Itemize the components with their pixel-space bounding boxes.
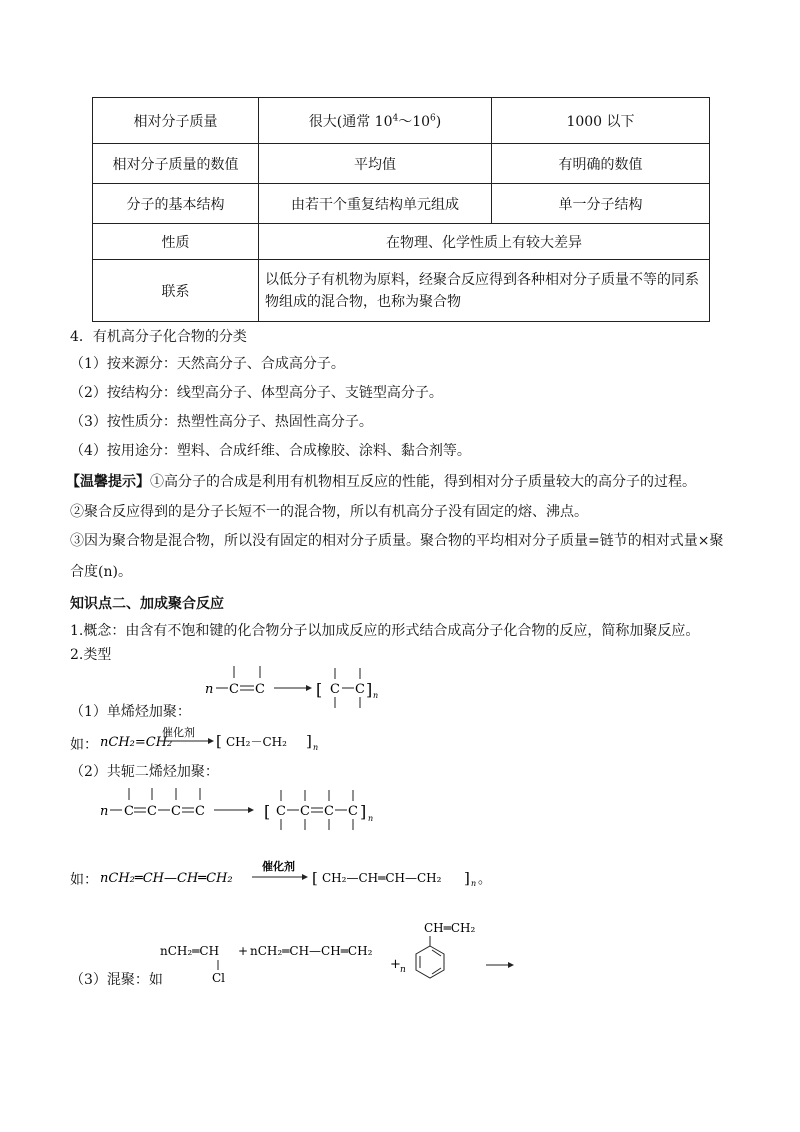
n-subscript: n bbox=[373, 691, 379, 700]
n-label: n bbox=[400, 965, 406, 975]
table-row bbox=[93, 260, 710, 322]
carbon-label: C bbox=[330, 682, 340, 697]
plus-sign: + bbox=[238, 944, 249, 958]
butadiene-formula: nCH₂═CH—CH═CH₂ bbox=[250, 944, 373, 958]
bracket: ] bbox=[306, 732, 312, 750]
n-subscript: n bbox=[471, 879, 477, 888]
n-label: n bbox=[100, 804, 109, 819]
bracket: [ bbox=[312, 869, 318, 887]
n-subscript: n bbox=[313, 743, 319, 752]
carbon-label: C bbox=[355, 682, 365, 697]
section-heading: 4．有机高分子化合物的分类 bbox=[70, 329, 247, 345]
n-label: n bbox=[205, 682, 214, 697]
bracket: [ bbox=[316, 680, 323, 699]
row-label: 性质 bbox=[93, 224, 259, 260]
benzene-ring-icon bbox=[416, 946, 444, 978]
ethylene-example bbox=[100, 725, 318, 752]
bracket: ] bbox=[464, 869, 470, 887]
table-row bbox=[93, 184, 710, 224]
carbon-label: C bbox=[124, 804, 134, 819]
tip-line: ②聚合反应得到的是分子长短不一的混合物，所以有机高分子没有固定的熔、沸点。 bbox=[70, 504, 588, 520]
carbon-label: C bbox=[348, 804, 358, 819]
vinyl-chloride-formula: nCH₂═CH bbox=[160, 944, 220, 958]
polymer-formula: CH₂－CH₂ bbox=[226, 735, 287, 749]
catalyst-label: 催化剂 bbox=[262, 860, 295, 873]
row-label: 联系 bbox=[93, 260, 259, 322]
list-item: （1）按来源分：天然高分子、合成高分子。 bbox=[70, 356, 345, 372]
carbon-label: C bbox=[255, 682, 265, 697]
table-row bbox=[93, 98, 710, 144]
diene-general-scheme bbox=[100, 788, 373, 830]
table-row bbox=[93, 224, 710, 260]
bracket: ] bbox=[366, 680, 373, 699]
plus-sign: + bbox=[390, 957, 401, 972]
chlorine-label: Cl bbox=[212, 971, 226, 985]
copolymerization-scheme bbox=[160, 921, 514, 985]
type-subheading: （3）混聚：如 bbox=[70, 972, 163, 988]
bracket: [ bbox=[264, 802, 271, 821]
polymer-cell: 平均值 bbox=[259, 144, 492, 184]
period: 。 bbox=[478, 872, 492, 887]
type-heading: 2.类型 bbox=[70, 647, 112, 663]
small-molecule-cell: 单一分子结构 bbox=[492, 184, 710, 224]
tip-line: ③因为聚合物是混合物，所以没有固定的相对分子质量。聚合物的平均相对分子质量=链节的相对式量×聚 bbox=[70, 533, 724, 549]
type-subheading: （1）单烯烃加聚： bbox=[70, 704, 191, 720]
row-label: 分子的基本结构 bbox=[93, 184, 259, 224]
alkene-general-scheme bbox=[205, 666, 378, 708]
styrene-vinyl-formula: CH═CH₂ bbox=[424, 921, 476, 935]
tip-label: 【温馨提示】 bbox=[66, 474, 150, 490]
table-row bbox=[93, 144, 710, 184]
example-label: 如： bbox=[70, 872, 98, 888]
polymer-cell: 很大(通常 $10^4\sim 10^6$) bbox=[259, 98, 492, 144]
catalyst-label: 催化剂 bbox=[162, 726, 195, 739]
carbon-label: C bbox=[276, 804, 286, 819]
row-label: 相对分子质量的数值 bbox=[93, 144, 259, 184]
concept-text: 1.概念：由含有不饱和键的化合物分子以加成反应的形式结合成高分子化合物的反应，简称加聚反应。 bbox=[70, 623, 700, 639]
list-item: （2）按结构分：线型高分子、体型高分子、支链型高分子。 bbox=[70, 385, 443, 401]
monomer-formula: nCH₂═CH—CH═CH₂ bbox=[100, 871, 233, 886]
merged-cell: 以低分子有机物为原料，经聚合反应得到各种相对分子质量不等的同系物组成的混合物，也称为聚合物 bbox=[259, 260, 710, 322]
carbon-label: C bbox=[324, 804, 334, 819]
polymer-cell: 由若干个重复结构单元组成 bbox=[259, 184, 492, 224]
carbon-label: C bbox=[171, 804, 181, 819]
butadiene-example bbox=[100, 859, 491, 888]
list-item: （3）按性质分：热塑性高分子、热固性高分子。 bbox=[70, 414, 373, 430]
bracket: ] bbox=[360, 802, 367, 821]
n-subscript: n bbox=[368, 814, 374, 823]
section-heading: 知识点二、加成聚合反应 bbox=[70, 596, 224, 612]
list-item: （4）按用途分：塑料、合成纤维、合成橡胶、涂料、黏合剂等。 bbox=[70, 443, 471, 459]
carbon-label: C bbox=[195, 804, 205, 819]
merged-cell: 在物理、化学性质上有较大差异 bbox=[259, 224, 710, 260]
carbon-label: C bbox=[147, 804, 157, 819]
small-molecule-cell: 有明确的数值 bbox=[492, 144, 710, 184]
tip-line: 合度(n)。 bbox=[70, 564, 132, 580]
monomer-formula: nCH₂=CH₂ bbox=[100, 735, 173, 750]
small-molecule-cell: 1000 以下 bbox=[492, 98, 710, 144]
bracket: [ bbox=[216, 732, 222, 750]
row-label: 相对分子质量 bbox=[93, 98, 259, 144]
carbon-label: C bbox=[229, 682, 239, 697]
comparison-table bbox=[92, 97, 710, 322]
polymer-formula: CH₂—CH═CH—CH₂ bbox=[322, 871, 442, 885]
tip-line: 【温馨提示】①高分子的合成是利用有机物相互反应的性能，得到相对分子质量较大的高分子的过程。 bbox=[66, 474, 696, 490]
carbon-label: C bbox=[300, 804, 310, 819]
example-label: 如： bbox=[70, 737, 98, 753]
type-subheading: （2）共轭二烯烃加聚： bbox=[70, 764, 219, 780]
